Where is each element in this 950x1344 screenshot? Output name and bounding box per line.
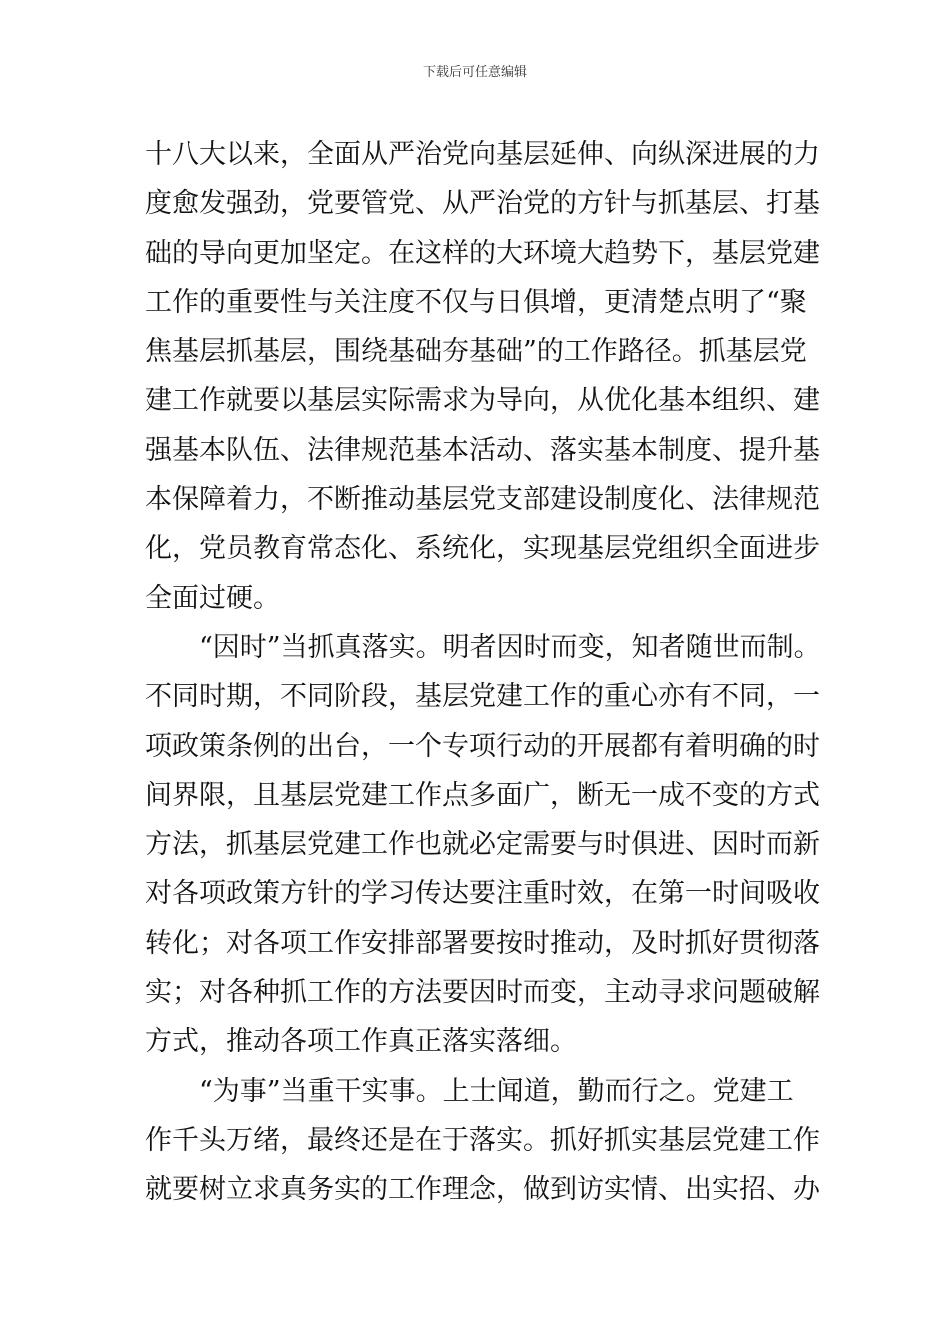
text-line: 不同时期，不同阶段，基层党建工作的重心亦有不同，一 [145, 681, 820, 713]
document-body [145, 130, 821, 1215]
text-line: 实；对各种抓工作的方法要因时而变，主动寻求问题破解 [145, 977, 820, 1009]
text-line: 全面过硬。 [145, 582, 280, 614]
text-line: 对各项政策方针的学习传达要注重时效，在第一时间吸收 [145, 878, 820, 910]
text-line: 就要树立求真务实的工作理念，做到访实情、出实招、办 [145, 1174, 820, 1206]
text-line: 项政策条例的出台，一个专项行动的开展都有着明确的时 [145, 730, 820, 762]
text-line: 间界限，且基层党建工作点多面广，断无一成不变的方式 [145, 779, 820, 811]
text-line: 工作的重要性与关注度不仅与日俱增，更清楚点明了“聚 [145, 286, 807, 318]
text-line: 本保障着力，不断推动基层党支部建设制度化、法律规范 [145, 484, 820, 516]
text-line: 作千头万绪，最终还是在于落实。抓好抓实基层党建工作 [145, 1124, 820, 1156]
text-line: “因时”当抓真落实。明者因时而变，知者随世而制。 [145, 631, 821, 663]
text-line: 焦基层抓基层，围绕基础夯基础”的工作路径。抓基层党 [145, 336, 807, 368]
text-line: 础的导向更加坚定。在这样的大环境大趋势下，基层党建 [145, 237, 820, 269]
text-line: 度愈发强劲，党要管党、从严治党的方针与抓基层、打基 [145, 188, 820, 220]
text-line: “为事”当重干实事。上士闻道，勤而行之。党建工 [145, 1075, 794, 1107]
text-line: 方法，抓基层党建工作也就必定需要与时俱进、因时而新 [145, 829, 820, 861]
text-line: 转化；对各项工作安排部署要按时推动，及时抓好贯彻落 [145, 927, 820, 959]
text-line: 方式，推动各项工作真正落实落细。 [145, 1026, 577, 1058]
text-line: 十八大以来，全面从严治党向基层延伸、向纵深进展的力 [145, 139, 820, 170]
page-header-note: 下载后可任意编辑 [422, 65, 527, 80]
text-line: 建工作就要以基层实际需求为导向，从优化基本组织、建 [145, 385, 820, 417]
text-line: 强基本队伍、法律规范基本活动、落实基本制度、提升基 [145, 434, 820, 466]
text-line: 化，党员教育常态化、系统化，实现基层党组织全面进步 [145, 533, 820, 565]
